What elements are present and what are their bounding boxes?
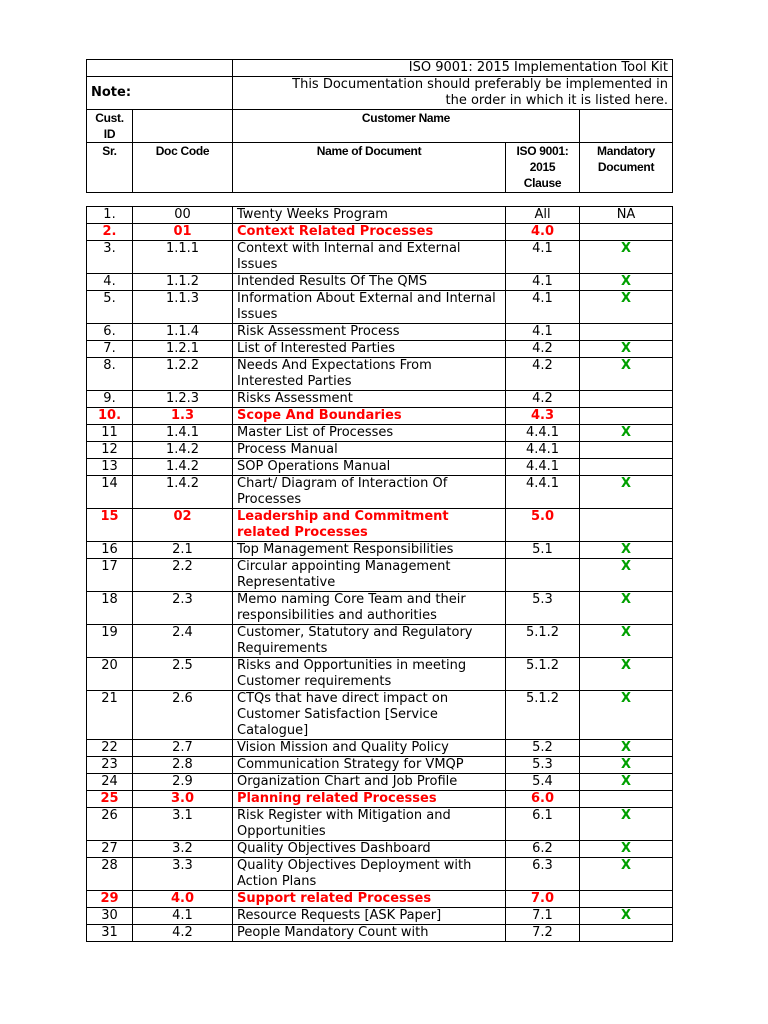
row-doc-name: Intended Results Of The QMS	[233, 274, 506, 291]
row-sr: 2.	[87, 224, 133, 241]
row-sr: 9.	[87, 391, 133, 408]
customer-name-label: Customer Name	[233, 110, 580, 143]
table-row	[87, 908, 673, 925]
row-doc-name: Circular appointing Management Representative	[233, 559, 506, 592]
note-line-2: the order in which it is listed here.	[445, 93, 669, 108]
table-row	[87, 274, 673, 291]
row-doc-code: 2.7	[133, 740, 233, 757]
row-sr: 6.	[87, 324, 133, 341]
row-doc-name: Needs And Expectations From Interested Parties	[233, 358, 506, 391]
table-row	[87, 291, 673, 324]
row-doc-code: 1.2.2	[133, 358, 233, 391]
row-mandatory: X	[580, 425, 673, 442]
row-doc-code: 2.8	[133, 757, 233, 774]
row-doc-code: 1.3	[133, 408, 233, 425]
row-doc-name: Risks and Opportunities in meeting Customer requirements	[233, 658, 506, 691]
row-doc-code: 01	[133, 224, 233, 241]
row-doc-name: Context Related Processes	[233, 224, 506, 241]
table-row	[87, 841, 673, 858]
row-sr: 19	[87, 625, 133, 658]
row-doc-code: 3.0	[133, 791, 233, 808]
row-doc-name: People Mandatory Count with	[233, 925, 506, 942]
row-doc-name: SOP Operations Manual	[233, 459, 506, 476]
table-row	[87, 808, 673, 841]
row-clause: 4.4.1	[506, 459, 580, 476]
row-clause: 7.2	[506, 925, 580, 942]
row-mandatory: X	[580, 341, 673, 358]
row-doc-code: 2.1	[133, 542, 233, 559]
row-mandatory	[580, 791, 673, 808]
row-doc-code: 2.9	[133, 774, 233, 791]
row-sr: 24	[87, 774, 133, 791]
table-row	[87, 559, 673, 592]
row-doc-code: 1.1.4	[133, 324, 233, 341]
row-clause: 4.4.1	[506, 425, 580, 442]
row-sr: 11	[87, 425, 133, 442]
row-mandatory: X	[580, 592, 673, 625]
row-clause: 6.0	[506, 791, 580, 808]
table-row	[87, 459, 673, 476]
table-row	[87, 241, 673, 274]
header-table	[86, 59, 673, 193]
row-mandatory: X	[580, 358, 673, 391]
row-sr: 23	[87, 757, 133, 774]
row-mandatory: NA	[580, 207, 673, 224]
cust-id-value[interactable]	[133, 110, 233, 143]
row-doc-code: 1.4.2	[133, 442, 233, 459]
row-clause: 4.0	[506, 224, 580, 241]
row-sr: 26	[87, 808, 133, 841]
row-mandatory: X	[580, 241, 673, 274]
row-mandatory: X	[580, 691, 673, 740]
row-clause: 4.3	[506, 408, 580, 425]
row-clause: 7.0	[506, 891, 580, 908]
row-sr: 4.	[87, 274, 133, 291]
row-mandatory: X	[580, 858, 673, 891]
doc-title: ISO 9001: 2015 Implementation Tool Kit	[233, 60, 673, 77]
documents-table	[86, 206, 673, 942]
row-doc-code: 1.1.1	[133, 241, 233, 274]
row-sr: 10.	[87, 408, 133, 425]
table-row	[87, 592, 673, 625]
row-doc-code: 2.4	[133, 625, 233, 658]
row-doc-name: Planning related Processes	[233, 791, 506, 808]
row-sr: 15	[87, 509, 133, 542]
row-doc-name: Leadership and Commitment related Processes	[233, 509, 506, 542]
row-sr: 31	[87, 925, 133, 942]
row-sr: 25	[87, 791, 133, 808]
row-doc-code: 2.2	[133, 559, 233, 592]
row-doc-code: 3.1	[133, 808, 233, 841]
col-mandatory-header	[580, 143, 673, 193]
row-sr: 13	[87, 459, 133, 476]
row-doc-name: Risk Assessment Process	[233, 324, 506, 341]
row-mandatory: X	[580, 658, 673, 691]
row-doc-code: 3.2	[133, 841, 233, 858]
col-doc-code-header: Doc Code	[133, 143, 233, 193]
row-doc-name: Top Management Responsibilities	[233, 542, 506, 559]
row-doc-code: 4.2	[133, 925, 233, 942]
table-row	[87, 358, 673, 391]
row-sr: 3.	[87, 241, 133, 274]
row-mandatory	[580, 925, 673, 942]
table-row	[87, 625, 673, 658]
row-doc-name: Vision Mission and Quality Policy	[233, 740, 506, 757]
row-clause: 7.1	[506, 908, 580, 925]
row-clause: 5.1	[506, 542, 580, 559]
table-row	[87, 425, 673, 442]
row-sr: 16	[87, 542, 133, 559]
row-doc-name: Risks Assessment	[233, 391, 506, 408]
row-mandatory: X	[580, 625, 673, 658]
row-sr: 22	[87, 740, 133, 757]
row-clause: 4.2	[506, 391, 580, 408]
row-doc-name: List of Interested Parties	[233, 341, 506, 358]
row-sr: 14	[87, 476, 133, 509]
row-mandatory	[580, 509, 673, 542]
header-blank-cell	[87, 60, 233, 77]
table-row	[87, 757, 673, 774]
row-clause: 6.2	[506, 841, 580, 858]
row-sr: 30	[87, 908, 133, 925]
row-clause: 4.4.1	[506, 476, 580, 509]
row-mandatory: X	[580, 808, 673, 841]
table-row	[87, 542, 673, 559]
row-mandatory	[580, 408, 673, 425]
row-doc-code: 1.2.3	[133, 391, 233, 408]
row-clause: 4.4.1	[506, 442, 580, 459]
row-clause: 5.1.2	[506, 658, 580, 691]
row-clause: 4.1	[506, 324, 580, 341]
row-doc-code: 4.0	[133, 891, 233, 908]
row-doc-name: Master List of Processes	[233, 425, 506, 442]
row-sr: 27	[87, 841, 133, 858]
row-doc-name: Twenty Weeks Program	[233, 207, 506, 224]
row-sr: 1.	[87, 207, 133, 224]
note-label: Note:	[87, 77, 233, 110]
row-doc-code: 2.6	[133, 691, 233, 740]
row-clause	[506, 559, 580, 592]
col-clause-line-2: 2015	[529, 160, 556, 174]
cust-id-line-2: ID	[103, 127, 116, 141]
row-mandatory: X	[580, 774, 673, 791]
row-mandatory	[580, 391, 673, 408]
col-clause-line-3: Clause	[523, 176, 562, 190]
row-doc-code: 1.1.3	[133, 291, 233, 324]
row-doc-code: 02	[133, 509, 233, 542]
table-row	[87, 207, 673, 224]
row-mandatory	[580, 442, 673, 459]
row-clause: 6.1	[506, 808, 580, 841]
row-sr: 7.	[87, 341, 133, 358]
row-mandatory	[580, 459, 673, 476]
row-sr: 29	[87, 891, 133, 908]
table-row	[87, 740, 673, 757]
row-doc-code: 1.4.2	[133, 476, 233, 509]
row-doc-code: 1.4.1	[133, 425, 233, 442]
row-clause: 4.1	[506, 291, 580, 324]
row-doc-name: Scope And Boundaries	[233, 408, 506, 425]
row-doc-name: Process Manual	[233, 442, 506, 459]
cust-id-label	[87, 110, 133, 143]
table-row	[87, 341, 673, 358]
section-row	[87, 408, 673, 425]
row-clause: 5.0	[506, 509, 580, 542]
row-doc-name: Chart/ Diagram of Interaction Of Processes	[233, 476, 506, 509]
row-doc-name: Risk Register with Mitigation and Opportunities	[233, 808, 506, 841]
note-text	[233, 77, 673, 110]
row-clause: 4.2	[506, 358, 580, 391]
row-sr: 18	[87, 592, 133, 625]
table-row	[87, 925, 673, 942]
row-doc-name: Support related Processes	[233, 891, 506, 908]
col-clause-line-1: ISO 9001:	[516, 144, 569, 158]
col-name-header: Name of Document	[233, 143, 506, 193]
row-clause: 5.4	[506, 774, 580, 791]
row-doc-name: Quality Objectives Dashboard	[233, 841, 506, 858]
table-row	[87, 324, 673, 341]
row-mandatory: X	[580, 559, 673, 592]
table-row	[87, 858, 673, 891]
table-row	[87, 476, 673, 509]
row-doc-name: Communication Strategy for VMQP	[233, 757, 506, 774]
row-mandatory: X	[580, 274, 673, 291]
row-mandatory: X	[580, 740, 673, 757]
row-clause: 5.3	[506, 592, 580, 625]
section-row	[87, 224, 673, 241]
row-mandatory: X	[580, 757, 673, 774]
row-clause: 5.1.2	[506, 625, 580, 658]
row-sr: 12	[87, 442, 133, 459]
row-mandatory: X	[580, 291, 673, 324]
row-mandatory	[580, 891, 673, 908]
table-row	[87, 391, 673, 408]
row-doc-code: 3.3	[133, 858, 233, 891]
row-sr: 20	[87, 658, 133, 691]
table-row	[87, 691, 673, 740]
row-mandatory	[580, 224, 673, 241]
row-doc-name: Memo naming Core Team and their responsibilities and authorities	[233, 592, 506, 625]
row-doc-name: Context with Internal and External Issues	[233, 241, 506, 274]
cust-id-line-1: Cust.	[95, 111, 124, 125]
row-doc-name: Resource Requests [ASK Paper]	[233, 908, 506, 925]
table-row	[87, 442, 673, 459]
row-mandatory	[580, 324, 673, 341]
row-sr: 21	[87, 691, 133, 740]
row-mandatory: X	[580, 542, 673, 559]
row-doc-name: Organization Chart and Job Profile	[233, 774, 506, 791]
row-sr: 5.	[87, 291, 133, 324]
row-mandatory: X	[580, 908, 673, 925]
row-mandatory: X	[580, 476, 673, 509]
col-mandatory-line-1: Mandatory	[597, 144, 655, 158]
row-doc-name: Information About External and Internal Issues	[233, 291, 506, 324]
col-clause-header	[506, 143, 580, 193]
row-clause: 5.1.2	[506, 691, 580, 740]
row-doc-name: CTQs that have direct impact on Customer Satisfaction [Service Catalogue]	[233, 691, 506, 740]
section-row	[87, 791, 673, 808]
section-row	[87, 891, 673, 908]
row-doc-code: 00	[133, 207, 233, 224]
row-doc-name: Quality Objectives Deployment with Action Plans	[233, 858, 506, 891]
row-doc-code: 4.1	[133, 908, 233, 925]
row-clause: 4.2	[506, 341, 580, 358]
row-clause: 5.2	[506, 740, 580, 757]
row-mandatory: X	[580, 841, 673, 858]
col-mandatory-line-2: Document	[597, 160, 655, 174]
note-line-1: This Documentation should preferably be implemented in	[292, 77, 669, 92]
row-clause: 4.1	[506, 274, 580, 291]
row-clause: 6.3	[506, 858, 580, 891]
row-clause: 4.1	[506, 241, 580, 274]
row-doc-code: 1.1.2	[133, 274, 233, 291]
row-clause: 5.3	[506, 757, 580, 774]
table-row	[87, 774, 673, 791]
row-clause: All	[506, 207, 580, 224]
row-doc-name: Customer, Statutory and Regulatory Requirements	[233, 625, 506, 658]
section-row	[87, 509, 673, 542]
row-doc-code: 1.4.2	[133, 459, 233, 476]
row-doc-code: 2.5	[133, 658, 233, 691]
row-sr: 8.	[87, 358, 133, 391]
row-doc-code: 1.2.1	[133, 341, 233, 358]
row-sr: 28	[87, 858, 133, 891]
table-row	[87, 658, 673, 691]
row-doc-code: 2.3	[133, 592, 233, 625]
documents-table-body	[87, 207, 673, 942]
row-sr: 17	[87, 559, 133, 592]
col-sr-header: Sr.	[87, 143, 133, 193]
customer-name-value[interactable]	[580, 110, 673, 143]
